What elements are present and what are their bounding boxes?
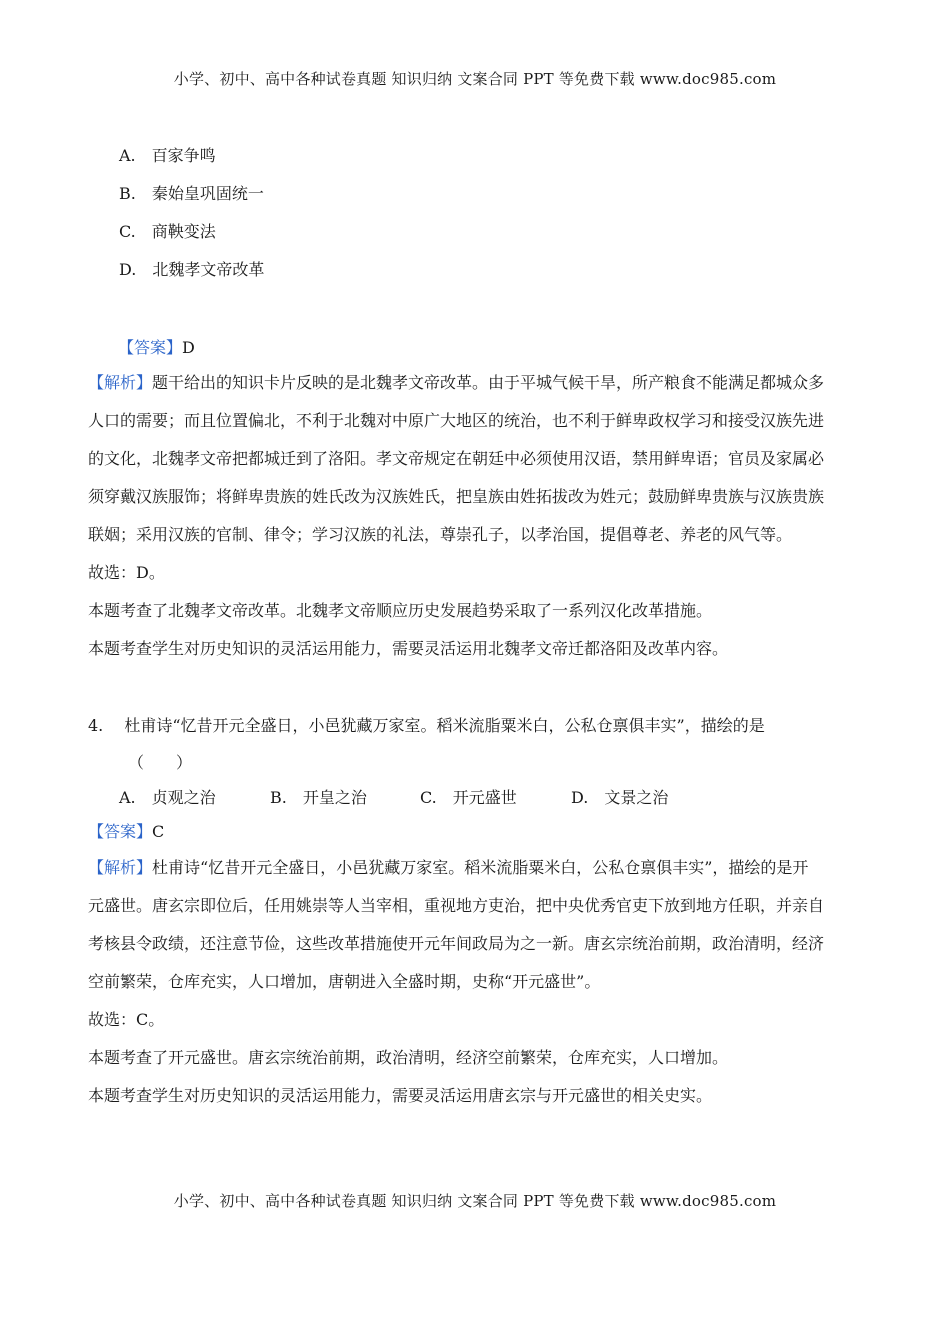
q3-choose: 故选：D。: [88, 563, 165, 582]
q3-analysis-line-4: 须穿戴汉族服饰；将鲜卑贵族的姓氏改为汉族姓氏，把皇族由姓拓拔改为姓元；鼓励鲜卑贵族与汉族贵族: [88, 487, 825, 506]
q4-analysis-line-1: [88, 857, 808, 879]
q4-answer-tag: 【答案】: [88, 822, 153, 841]
q4-analysis-tag: 【解析】: [88, 858, 153, 877]
q3-answer: [118, 337, 195, 359]
q3-option-a: A. 百家争鸣: [119, 146, 216, 165]
q4-analysis-line-2: 元盛世。唐玄宗即位后，任用姚崇等人当宰相，重视地方吏治，把中央优秀官吏下放到地方任职，并亲自: [88, 896, 825, 915]
q3-analysis-tag: 【解析】: [88, 373, 153, 392]
q3-option-d: D. 北魏孝文帝改革: [119, 260, 265, 279]
q4-blank: （ ）: [128, 753, 193, 772]
page-footer: 小学、初中、高中各种试卷真题 知识归纳 文案合同 PPT 等免费下载 www.doc985.com: [173, 1192, 777, 1210]
q3-answer-value: D: [182, 338, 195, 357]
q4-summary-2: 本题考查学生对历史知识的灵活运用能力，需要灵活运用唐玄宗与开元盛世的相关史实。: [88, 1086, 713, 1105]
q4-summary-1: 本题考查了开元盛世。唐玄宗统治前期，政治清明，经济空前繁荣，仓库充实，人口增加。: [88, 1048, 729, 1067]
q3-analysis-line-2: 人口的需要；而且位置偏北，不利于北魏对中原广大地区的统治，也不利于鲜卑政权学习和接受汉族先进: [88, 411, 825, 430]
q3-summary-2: 本题考查学生对历史知识的灵活运用能力，需要灵活运用北魏孝文帝迁都洛阳及改革内容。: [88, 639, 729, 658]
q3-option-b: B. 秦始皇巩固统一: [119, 184, 264, 203]
q3-analysis-line-1: [88, 372, 824, 394]
q4-answer: [88, 821, 164, 843]
q4-analysis-line-3: 考核县令政绩，还注意节俭，这些改革措施使开元年间政局为之一新。唐玄宗统治前期，政治清明，经济: [88, 934, 825, 953]
q4-answer-value: C: [152, 822, 165, 841]
q3-analysis-line-3: 的文化，北魏孝文帝把都城迁到了洛阳。孝文帝规定在朝廷中必须使用汉语，禁用鲜卑语；官员及家属必: [88, 449, 825, 468]
q3-analysis-line-5: 联姻；采用汉族的官制、律令；学习汉族的礼法，尊崇孔子，以孝治国，提倡尊老、养老的风气等。: [88, 525, 793, 544]
q3-answer-tag: 【答案】: [118, 338, 183, 357]
q4-option-d: D. 文景之治: [571, 788, 669, 807]
q4-choose: 故选：C。: [88, 1010, 165, 1029]
q4-stem: 4. 杜甫诗“忆昔开元全盛日，小邑犹藏万家室。稻米流脂粟米白，公私仓禀俱丰实”，描绘的是: [88, 716, 765, 735]
q4-analysis-line-4: 空前繁荣，仓库充实，人口增加，唐朝进入全盛时期，史称“开元盛世”。: [88, 972, 601, 991]
page-header: 小学、初中、高中各种试卷真题 知识归纳 文案合同 PPT 等免费下载 www.doc985.com: [173, 70, 777, 88]
q4-analysis-text-1: 杜甫诗“忆昔开元全盛日，小邑犹藏万家室。稻米流脂粟米白，公私仓禀俱丰实”，描绘的是开: [152, 858, 809, 877]
q3-option-c: C. 商鞅变法: [119, 222, 216, 241]
q4-option-a: A. 贞观之治: [119, 788, 216, 807]
q4-option-b: B. 开皇之治: [270, 788, 367, 807]
q3-summary-1: 本题考查了北魏孝文帝改革。北魏孝文帝顺应历史发展趋势采取了一系列汉化改革措施。: [88, 601, 713, 620]
q3-analysis-text-1: 题干给出的知识卡片反映的是北魏孝文帝改革。由于平城气候干旱，所产粮食不能满足都城众多: [152, 373, 825, 392]
q4-option-c: C. 开元盛世: [420, 788, 517, 807]
